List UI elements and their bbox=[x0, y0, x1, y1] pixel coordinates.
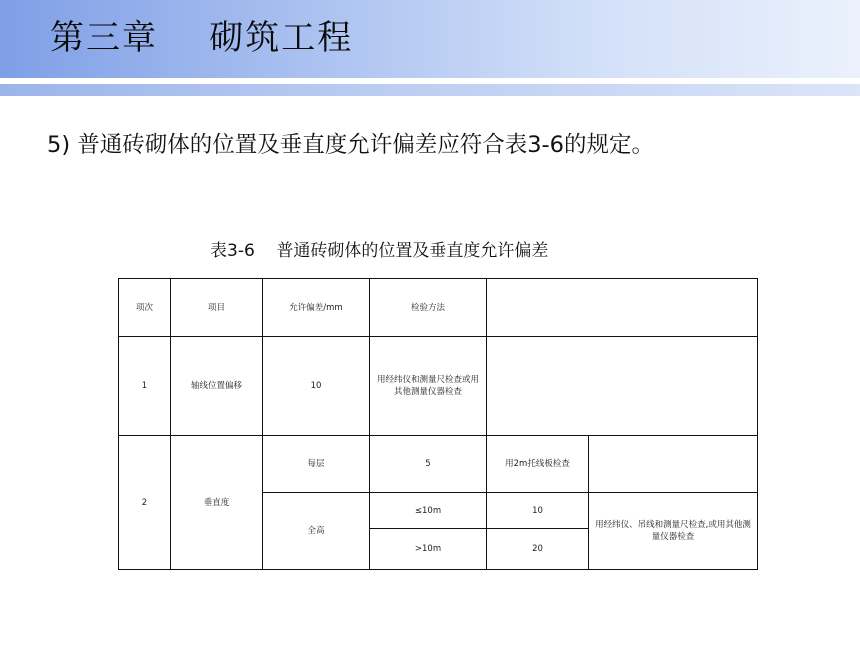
row1-empty-cell bbox=[487, 337, 758, 436]
table-caption: 表3-6 普通砖砌体的位置及垂直度允许偏差 bbox=[210, 241, 549, 261]
row1-item: 轴线位置偏移 bbox=[171, 337, 263, 436]
table-row bbox=[119, 436, 758, 493]
row2-gt10-label: >10m bbox=[370, 529, 487, 570]
row2-le10-tolerance: 10 bbox=[487, 493, 589, 529]
row1-tolerance: 10 bbox=[263, 337, 370, 436]
table-header-row bbox=[119, 279, 758, 337]
header-cell-index: 项次 bbox=[119, 279, 171, 337]
row2-le10-label: ≤10m bbox=[370, 493, 487, 529]
header-cell-item: 项目 bbox=[171, 279, 263, 337]
chapter-title: 第三章 砌筑工程 bbox=[50, 18, 354, 58]
row2-per-floor-tolerance: 5 bbox=[370, 436, 487, 493]
row2-full-height-label: 全高 bbox=[263, 493, 370, 570]
row2-per-floor-empty bbox=[589, 436, 758, 493]
tolerance-table bbox=[118, 278, 758, 570]
header-cell-tolerance: 允许偏差/mm bbox=[263, 279, 370, 337]
row2-gt10-tolerance: 20 bbox=[487, 529, 589, 570]
row2-full-height-method: 用经纬仪、吊线和测量尺检查,或用其他测量仪器检查 bbox=[589, 493, 758, 570]
statement-text: 5) 普通砖砌体的位置及垂直度允许偏差应符合表3-6的规定。 bbox=[47, 132, 654, 158]
row2-index: 2 bbox=[119, 436, 171, 570]
row2-per-floor-label: 每层 bbox=[263, 436, 370, 493]
row1-method: 用经纬仪和测量尺检查或用其他测量仪器检查 bbox=[370, 337, 487, 436]
row2-item: 垂直度 bbox=[171, 436, 263, 570]
row2-per-floor-method: 用2m托线板检查 bbox=[487, 436, 589, 493]
row1-index: 1 bbox=[119, 337, 171, 436]
table-row bbox=[119, 337, 758, 436]
header-cell-empty bbox=[487, 279, 758, 337]
header-cell-method: 检验方法 bbox=[370, 279, 487, 337]
header-stripe bbox=[0, 84, 860, 96]
